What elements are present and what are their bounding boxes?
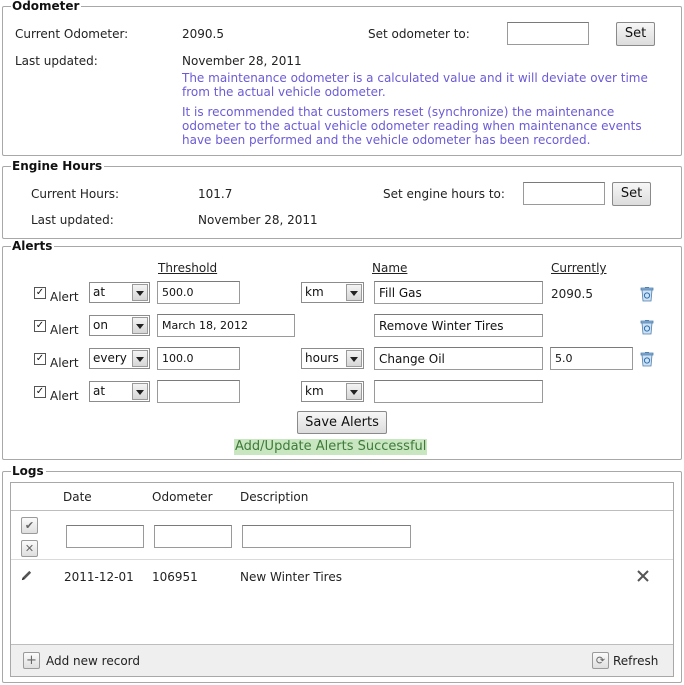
description-column-header[interactable]: Description [240, 490, 309, 504]
alert-mode-value: on [93, 318, 108, 332]
odometer-deviation-note: The maintenance odometer is a calculated value and it will deviate over time from the actual vehicle odometer. [182, 71, 648, 99]
odometer-legend: Odometer [12, 0, 80, 13]
odometer-updated-label: Last updated: [15, 54, 98, 68]
delete-x-icon[interactable] [637, 570, 649, 582]
alert-mode-value: at [93, 285, 106, 299]
alert-unit-value: hours [305, 351, 339, 365]
engine-updated-label: Last updated: [31, 213, 114, 227]
odometer-sync-note: It is recommended that customers reset (synchronize) the maintenance odometer to the actual vehicle odometer reading when maintenance events have been performed and the vehicle odometer has been recorded. [182, 105, 642, 147]
alert-name-input[interactable] [374, 347, 543, 370]
chevron-down-icon [346, 284, 362, 301]
current-hours-label: Current Hours: [31, 187, 120, 201]
threshold-header: Threshold [158, 261, 218, 275]
alert-label: Alert [50, 323, 79, 337]
alert-name-input[interactable] [374, 380, 543, 403]
odometer-updated-value: November 28, 2011 [182, 54, 302, 68]
add-new-record-button[interactable]: Add new record [46, 654, 140, 668]
log-date: 2011-12-01 [64, 570, 134, 584]
alert-label: Alert [50, 356, 79, 370]
engine-hours-legend: Engine Hours [12, 159, 103, 173]
refresh-icon[interactable]: ⟳ [592, 652, 609, 669]
alert-currently-value: 2090.5 [551, 287, 593, 301]
chevron-down-icon [132, 350, 148, 367]
add-icon[interactable]: + [23, 652, 40, 669]
alert-threshold-input[interactable] [157, 347, 240, 370]
alert-threshold-input[interactable] [157, 281, 240, 304]
set-odometer-input[interactable] [507, 22, 589, 45]
alert-unit-value: km [305, 384, 324, 398]
log-description: New Winter Tires [240, 570, 342, 584]
chevron-down-icon [346, 383, 362, 400]
recycle-bin-icon[interactable] [639, 318, 655, 335]
pencil-edit-icon[interactable] [20, 569, 33, 582]
recycle-bin-icon[interactable] [639, 285, 655, 302]
logs-grid-header [11, 483, 673, 511]
new-log-odometer-input[interactable] [154, 525, 232, 548]
chevron-down-icon [346, 350, 362, 367]
alert-enabled-checkbox[interactable]: ✓ [35, 287, 45, 298]
chevron-down-icon [132, 383, 148, 400]
alert-mode-select[interactable] [89, 315, 150, 336]
alert-mode-select[interactable] [89, 282, 150, 303]
alert-date-input[interactable] [157, 314, 295, 337]
save-alerts-button[interactable]: Save Alerts [297, 411, 387, 434]
logs-grid-footer [11, 644, 673, 676]
new-log-description-input[interactable] [242, 525, 411, 548]
alert-enabled-checkbox[interactable]: ✓ [35, 320, 45, 331]
log-odometer: 106951 [152, 570, 198, 584]
odometer-section [2, 0, 682, 156]
alert-enabled-checkbox[interactable]: ✓ [35, 386, 45, 397]
name-header: Name [372, 261, 408, 275]
alert-currently-input[interactable] [550, 347, 633, 370]
set-engine-hours-label: Set engine hours to: [383, 187, 505, 201]
engine-hours-section [2, 159, 682, 239]
set-engine-hours-input[interactable] [523, 182, 605, 205]
odometer-column-header[interactable]: Odometer [152, 490, 213, 504]
refresh-button[interactable]: Refresh [613, 654, 659, 668]
alert-label: Alert [50, 290, 79, 304]
current-odometer-value: 2090.5 [182, 27, 224, 41]
logs-grid [10, 482, 674, 677]
currently-header: Currently [551, 261, 607, 275]
alert-unit-value: km [305, 285, 324, 299]
alerts-status-message: Add/Update Alerts Successful [235, 439, 427, 454]
row-divider [11, 559, 673, 560]
alert-name-input[interactable] [374, 314, 543, 337]
recycle-bin-icon[interactable] [639, 350, 655, 367]
alerts-section [2, 239, 682, 460]
set-odometer-label: Set odometer to: [368, 27, 470, 41]
alert-unit-select[interactable] [301, 348, 364, 369]
set-engine-hours-button[interactable]: Set [612, 182, 651, 206]
chevron-down-icon [132, 284, 148, 301]
alert-threshold-input[interactable] [157, 380, 240, 403]
date-column-header[interactable]: Date [63, 490, 92, 504]
alert-mode-value: at [93, 384, 106, 398]
cancel-x-icon[interactable]: ✕ [21, 540, 38, 557]
alert-enabled-checkbox[interactable]: ✓ [35, 353, 45, 364]
current-hours-value: 101.7 [198, 187, 233, 201]
chevron-down-icon [132, 317, 148, 334]
alert-unit-select[interactable] [301, 381, 364, 402]
logs-legend: Logs [12, 464, 44, 478]
alerts-legend: Alerts [12, 239, 53, 253]
confirm-check-icon[interactable]: ✔ [21, 517, 38, 534]
set-odometer-button[interactable]: Set [616, 22, 655, 46]
alert-mode-value: every [93, 351, 127, 365]
alert-mode-select[interactable] [89, 381, 150, 402]
new-log-date-input[interactable] [66, 525, 144, 548]
alert-name-input[interactable] [374, 281, 543, 304]
current-odometer-label: Current Odometer: [15, 27, 129, 41]
alert-unit-select[interactable] [301, 282, 364, 303]
engine-updated-value: November 28, 2011 [198, 213, 318, 227]
alert-label: Alert [50, 389, 79, 403]
alert-mode-select[interactable] [89, 348, 150, 369]
